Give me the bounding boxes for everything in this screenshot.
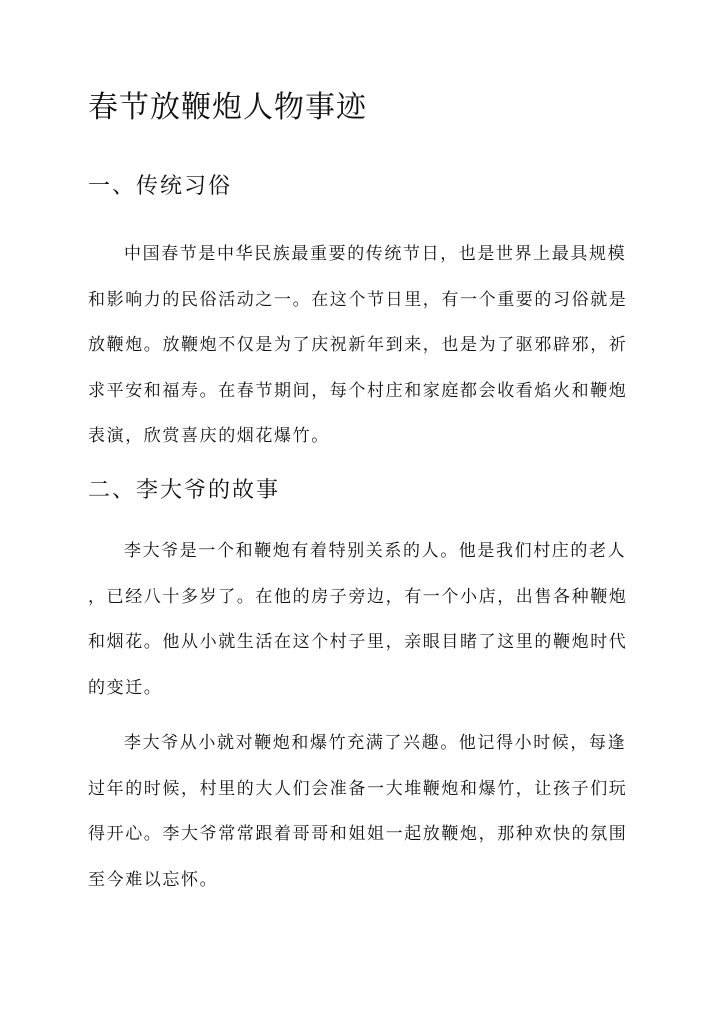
document-title: 春节放鞭炮人物事迹	[88, 90, 367, 125]
section-heading-customs: 一、传统习俗	[88, 174, 233, 199]
paragraph-line: 表演，欣赏喜庆的烟花爆竹。	[88, 426, 330, 446]
paragraph-line: 过年的时候，村里的大人们会准备一大堆鞭炮和爆竹，让孩子们玩	[88, 778, 628, 799]
paragraph-line: 和影响力的民俗活动之一。在这个节日里，有一个重要的习俗就是	[88, 289, 628, 310]
paragraph-line: 李大爷是一个和鞭炮有着特别关系的人。他是我们村庄的老人	[124, 541, 627, 561]
paragraph-line: 中国春节是中华民族最重要的传统节日，也是世界上最具规模	[124, 244, 627, 264]
paragraph-customs	[88, 232, 632, 460]
paragraph-line: 的变迁。	[88, 677, 163, 698]
paragraph-line: ，已经八十多岁了。在他的房子旁边，有一个小店，出售各种鞭炮	[88, 586, 628, 607]
paragraph-line: 和烟花。他从小就生活在这个村子里，亲眼目睹了这里的鞭炮时代	[88, 632, 628, 652]
paragraph-line: 至今难以忘怀。	[88, 869, 219, 890]
paragraph-line: 得开心。李大爷常常跟着哥哥和姐姐一起放鞭炮，那种欢快的氛围	[88, 824, 628, 844]
paragraph-story-1	[88, 529, 632, 711]
section-heading-story: 二、李大爷的故事	[88, 478, 281, 503]
paragraph-story-2	[88, 721, 632, 903]
paragraph-line: 李大爷从小就对鞭炮和爆竹充满了兴趣。他记得小时候，每逢	[124, 733, 627, 753]
paragraph-line: 求平安和福寿。在春节期间，每个村庄和家庭都会收看焰火和鞭炮	[88, 380, 628, 401]
paragraph-line: 放鞭炮。放鞭炮不仅是为了庆祝新年到来，也是为了驱邪辟邪，祈	[88, 335, 628, 355]
